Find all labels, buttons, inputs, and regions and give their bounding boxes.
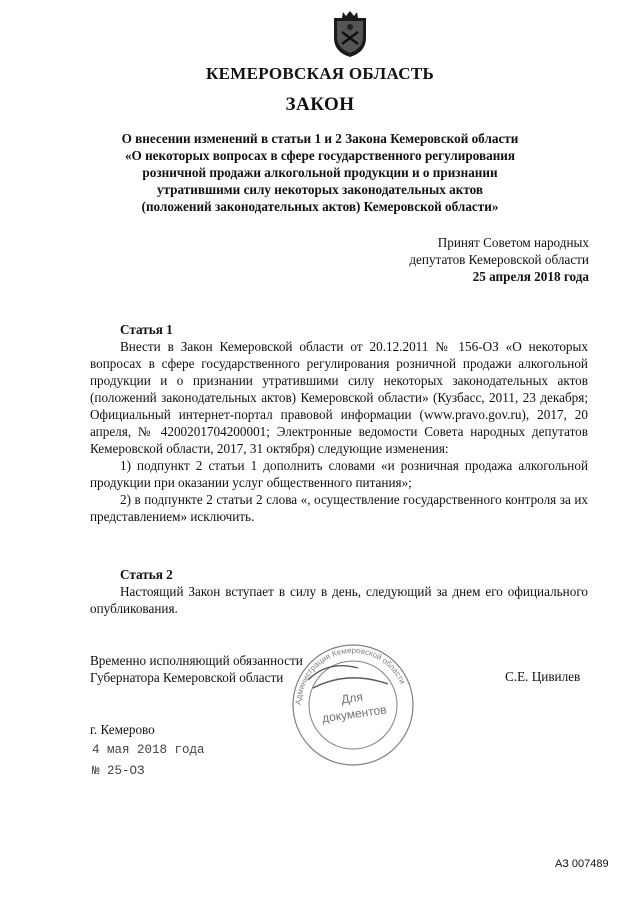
article-2 bbox=[90, 566, 588, 617]
title-line: О внесении изменений в статьи 1 и 2 Закона Кемеровской области bbox=[121, 131, 519, 146]
law-title bbox=[0, 130, 640, 215]
law-number: № 25-ОЗ bbox=[92, 764, 145, 778]
signing-date: 4 мая 2018 года bbox=[92, 743, 205, 757]
region-heading: КЕМЕРОВСКАЯ ОБЛАСТЬ bbox=[206, 64, 434, 83]
article-1 bbox=[90, 321, 588, 525]
kemerovo-coat-of-arms-icon bbox=[331, 10, 369, 58]
stamp-center-line: Для bbox=[340, 689, 364, 707]
adoption-line: депутатов Кемеровской области bbox=[409, 252, 589, 267]
document-type: ЗАКОН bbox=[285, 94, 355, 115]
title-line: (положений законодательных актов) Кемеровской области» bbox=[141, 199, 499, 214]
article-heading: Статья 1 bbox=[120, 322, 173, 337]
adoption-block bbox=[330, 234, 589, 285]
adoption-line: Принят Советом народных bbox=[437, 235, 589, 250]
serial-number: АЗ 007489 bbox=[555, 858, 609, 870]
signatory-position bbox=[90, 652, 303, 686]
stamp-ring-text: Администрация Кемеровской области bbox=[293, 645, 408, 706]
place-of-signing: г. Кемерово bbox=[90, 722, 155, 737]
article-paragraph: Настоящий Закон вступает в силу в день, следующий за днем его официального опубликования. bbox=[90, 584, 588, 616]
stamp-center-line: документов bbox=[321, 702, 388, 726]
official-seal-stamp bbox=[288, 640, 418, 770]
title-line: «О некоторых вопросах в сфере государственного регулирования bbox=[124, 148, 516, 163]
title-line: утратившими силу некоторых законодательных актов bbox=[156, 182, 484, 197]
position-line: Губернатора Кемеровской области bbox=[90, 670, 284, 685]
article-item: 2) в подпункте 2 статьи 2 слова «, осуществление государственного контроля за их представлением» исключить. bbox=[90, 492, 588, 524]
article-item: 1) подпункт 2 статьи 1 дополнить словами «и розничная продажа алкогольной продукции при оказании услуг общественного питания»; bbox=[90, 458, 588, 490]
article-heading: Статья 2 bbox=[120, 567, 173, 582]
signature-scribble bbox=[308, 666, 388, 688]
position-line: Временно исполняющий обязанности bbox=[90, 653, 303, 668]
signatory-name: С.Е. Цивилев bbox=[505, 669, 581, 684]
article-paragraph: Внести в Закон Кемеровской области от 20.12.2011 № 156-ОЗ «О некоторых вопросах в сфере государственного регулирования розничной продажи алкогольной продукции и о признании утратившими силу некоторых законодательных актов (положений законодательных актов) Кемеровской области» (Кузбасс, 2011, 23 декабря; Официальный интернет-портал правовой информации (www.pravo.gov.ru), 2017, 20 апреля, № 4200201704200001; Электронные ведомости Совета народных депутатов Кемеровской области, 2017, 31 октября) следующие изменения: bbox=[90, 339, 588, 456]
title-line: розничной продажи алкогольной продукции и о признании bbox=[142, 165, 498, 180]
adoption-date: 25 апреля 2018 года bbox=[472, 269, 589, 284]
